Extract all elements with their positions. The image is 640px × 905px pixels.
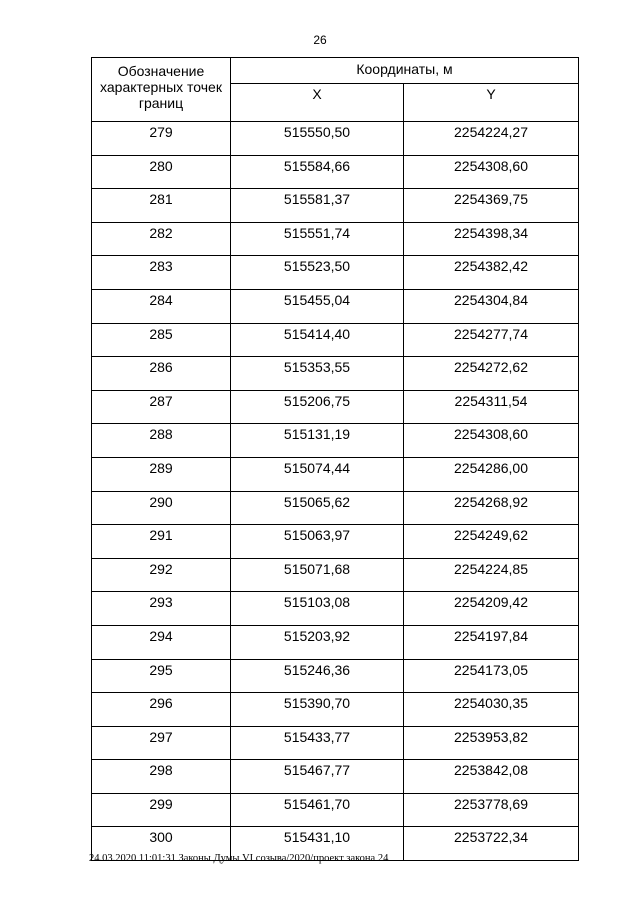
coordinates-table <box>91 57 579 861</box>
y-cell: 2254209,42 <box>404 592 579 626</box>
table-row <box>92 323 579 357</box>
table-row <box>92 155 579 189</box>
point-cell: 279 <box>92 122 231 156</box>
table-row <box>92 289 579 323</box>
x-cell: 515074,44 <box>231 457 404 491</box>
table-row <box>92 525 579 559</box>
point-cell: 294 <box>92 625 231 659</box>
y-cell: 2254197,84 <box>404 625 579 659</box>
x-cell: 515455,04 <box>231 289 404 323</box>
table-row <box>92 256 579 290</box>
point-cell: 292 <box>92 558 231 592</box>
document-footer: 24.03.2020 11:01:31 Законы Думы VI созыва/2020/проект закона 24 <box>89 853 389 864</box>
table-row <box>92 793 579 827</box>
point-cell: 280 <box>92 155 231 189</box>
point-cell: 285 <box>92 323 231 357</box>
y-cell: 2254311,54 <box>404 390 579 424</box>
coordinates-group-header: Координаты, м <box>231 58 579 84</box>
y-cell: 2253722,34 <box>404 827 579 861</box>
table-row <box>92 726 579 760</box>
x-cell: 515103,08 <box>231 592 404 626</box>
point-cell: 289 <box>92 457 231 491</box>
y-cell: 2254272,62 <box>404 357 579 391</box>
y-cell: 2254249,62 <box>404 525 579 559</box>
point-cell: 291 <box>92 525 231 559</box>
point-cell: 295 <box>92 659 231 693</box>
x-cell: 515550,50 <box>231 122 404 156</box>
y-cell: 2254224,85 <box>404 558 579 592</box>
table-body <box>92 122 579 861</box>
x-cell: 515203,92 <box>231 625 404 659</box>
table-row <box>92 222 579 256</box>
x-cell: 515131,19 <box>231 424 404 458</box>
y-cell: 2254268,92 <box>404 491 579 525</box>
point-cell: 282 <box>92 222 231 256</box>
x-cell: 515246,36 <box>231 659 404 693</box>
y-cell: 2254277,74 <box>404 323 579 357</box>
x-cell: 515551,74 <box>231 222 404 256</box>
point-cell: 293 <box>92 592 231 626</box>
x-cell: 515467,77 <box>231 760 404 794</box>
table-row <box>92 558 579 592</box>
x-cell: 515065,62 <box>231 491 404 525</box>
point-cell: 287 <box>92 390 231 424</box>
table-row <box>92 357 579 391</box>
x-cell: 515523,50 <box>231 256 404 290</box>
x-cell: 515071,68 <box>231 558 404 592</box>
x-cell: 515431,10 <box>231 827 404 861</box>
y-cell: 2254308,60 <box>404 155 579 189</box>
y-cell: 2254369,75 <box>404 189 579 223</box>
table-row <box>92 625 579 659</box>
table-row <box>92 592 579 626</box>
x-cell: 515353,55 <box>231 357 404 391</box>
x-header: X <box>231 84 404 122</box>
y-cell: 2253778,69 <box>404 793 579 827</box>
point-cell: 298 <box>92 760 231 794</box>
x-cell: 515063,97 <box>231 525 404 559</box>
point-label-header: Обозначение характерных точек границ <box>92 58 231 122</box>
x-cell: 515390,70 <box>231 693 404 727</box>
x-cell: 515461,70 <box>231 793 404 827</box>
x-cell: 515433,77 <box>231 726 404 760</box>
table-row <box>92 693 579 727</box>
point-cell: 299 <box>92 793 231 827</box>
table-row <box>92 760 579 794</box>
point-cell: 286 <box>92 357 231 391</box>
point-cell: 283 <box>92 256 231 290</box>
y-cell: 2254030,35 <box>404 693 579 727</box>
table-row <box>92 659 579 693</box>
point-cell: 297 <box>92 726 231 760</box>
y-cell: 2254304,84 <box>404 289 579 323</box>
point-cell: 296 <box>92 693 231 727</box>
table-row <box>92 122 579 156</box>
y-cell: 2254286,00 <box>404 457 579 491</box>
x-cell: 515206,75 <box>231 390 404 424</box>
table-row <box>92 189 579 223</box>
y-cell: 2253953,82 <box>404 726 579 760</box>
y-cell: 2254224,27 <box>404 122 579 156</box>
y-cell: 2254308,60 <box>404 424 579 458</box>
page-number: 26 <box>313 33 327 47</box>
y-cell: 2254173,05 <box>404 659 579 693</box>
point-cell: 281 <box>92 189 231 223</box>
x-cell: 515414,40 <box>231 323 404 357</box>
point-cell: 300 <box>92 827 231 861</box>
point-cell: 290 <box>92 491 231 525</box>
point-cell: 288 <box>92 424 231 458</box>
y-header: Y <box>404 84 579 122</box>
y-cell: 2254382,42 <box>404 256 579 290</box>
table-row <box>92 491 579 525</box>
y-cell: 2254398,34 <box>404 222 579 256</box>
table-row <box>92 424 579 458</box>
table-row <box>92 457 579 491</box>
point-cell: 284 <box>92 289 231 323</box>
x-cell: 515581,37 <box>231 189 404 223</box>
table-row <box>92 390 579 424</box>
x-cell: 515584,66 <box>231 155 404 189</box>
table-header <box>92 58 579 122</box>
y-cell: 2253842,08 <box>404 760 579 794</box>
